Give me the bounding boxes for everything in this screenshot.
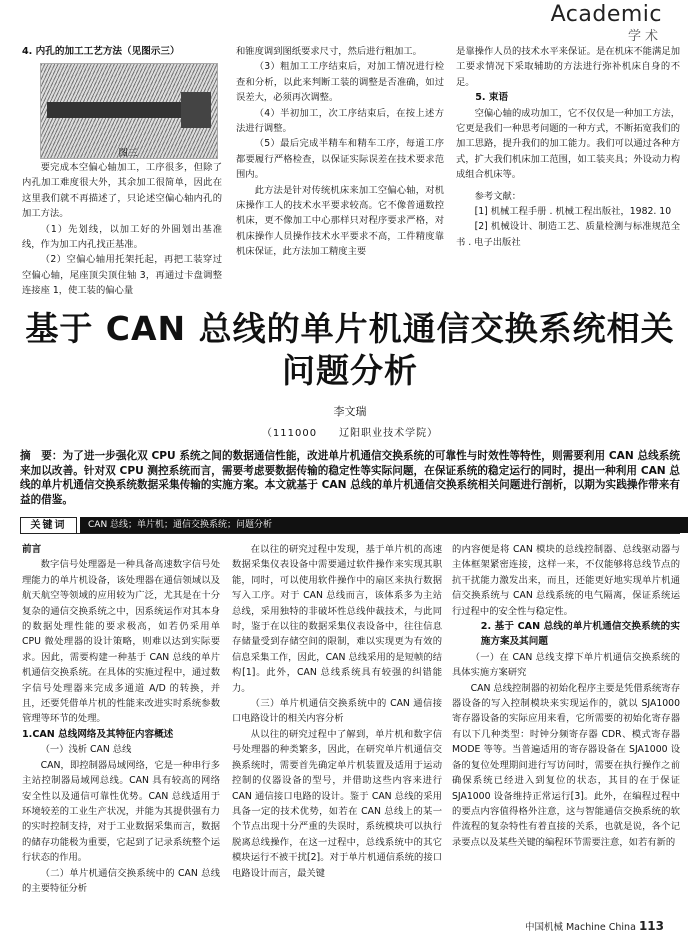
article-title-line2: 问题分析 xyxy=(282,351,418,390)
keywords-text: CAN 总线；单片机；通信交换系统；问题分析 xyxy=(80,517,688,533)
paragraph: 的内容便是将 CAN 模块的总线控制器、总线驱动器与主体框架紧密连接，这样一来，不仅能够将总线节点的抗干扰能力激发出来，而且，还能更好地实现单片机通信交换系统与 CAN 总线系统的电气隔离，保证系统运行过程中的安全性与稳定性。 xyxy=(452,544,680,617)
paragraph: 和锥度调到图纸要求尺寸，然后进行粗加工。 xyxy=(236,46,422,57)
paragraph: CAN，即控制器局域网络，它是一种串行多主站控制器局域网总线。CAN 具有较高的网络安全性以及通信可靠性优势。CAN 总线适用于环境较差的工业生产状况，并能为其提供强有力的实时控制支持，对于工业数据采集而言，数据的储存功能极为重要，它起到了记录系统整个运行状态的作用。 xyxy=(22,759,220,864)
keywords-label: 关键词 xyxy=(20,517,77,534)
body-column-1 xyxy=(22,542,220,914)
paragraph: 要完成本空偏心轴加工，工序很多，但除了内孔加工难度很大外，其余加工很简单，因此在这里我们就不再描述了，只论述空偏心轴内孔的加工方法。 xyxy=(22,162,222,220)
affiliation: （111000 辽阳职业技术学院） xyxy=(261,428,439,439)
paragraph: （2）空偏心轴用托架托起，再把工装穿过空偏心轴，尾座顶尖顶住轴 3，再通过卡盘调整连接座 1，使工装的偏心量 xyxy=(22,254,222,297)
paragraph: 空偏心轴的成功加工，它不仅仅是一种加工方法，它更是我们一种思考问题的一种方式，不断拓宽我们的加工思路，提升我们的加工能力。我们可以通过各种方式，扩大我们机床加工范围，如工装夹具；外设动力构成组合机床等。 xyxy=(456,107,680,181)
paragraph: （5）最后完成半精车和精车工序，每道工序都要履行严格检查，以保证实际误差在技术要求范围内。 xyxy=(236,138,444,181)
paragraph: 是靠操作人员的技术水平来保证。是在机床不能满足加工要求情况下采取辅助的方法进行弥补机床自身的不足。 xyxy=(456,46,680,88)
section-heading: 1.CAN 总线网络及其特征内容概述 xyxy=(22,728,174,740)
paragraph: （1）先划线，以加工好的外圆划出基准线，作为加工内孔找正基准。 xyxy=(22,223,222,251)
paragraph: （一）在 CAN 总线支撑下单片机通信交换系统的具体实施方案研究 xyxy=(452,651,680,679)
section-header-en: Academic xyxy=(550,2,662,27)
top-column-2 xyxy=(236,44,444,294)
paragraph: （二）单片机通信交换系统中的 CAN 总线的主要特征分析 xyxy=(22,867,220,894)
section-header-zh: 学术 xyxy=(627,29,662,44)
top-column-1-text xyxy=(22,160,222,297)
keywords-row xyxy=(20,517,680,534)
figure-head-shape xyxy=(181,92,211,128)
reference-item: [1] 机械工程手册 . 机械工程出版社，1982. 10 xyxy=(474,206,672,218)
paragraph: （三）单片机通信交换系统中的 CAN 通信接口电路设计的相关内容分析 xyxy=(232,698,442,725)
author: 李文瑞 xyxy=(333,405,367,418)
abstract-text: 为了进一步强化双 CPU 系统之间的数据通信性能，改进单片机通信交换系统的可靠性与时效性等特性，则需要利用 CAN 总线系统来加以改善。针对双 CPU 测控系统而言，需要考虑要数据传输的稳定性等实际问题，在保证系统的稳定运行的同时，提出一种利用 CAN 总线的单片机通信交换系统数据采集传输的实施方案。本文就基于 CAN 总线的单片机通信交换系统相关问题进行剖析，以期为实践操作带来有益的借鉴。 xyxy=(20,450,681,506)
paragraph: 此方法是针对传统机床来加工空偏心轴，对机床操作工人的技术水平要求较高。它不像普通数控机床，更不像加工中心那样只对程序要求严格，对机床操作人员操作技术水平要求不高，工件精度靠机床保证，此方法加工精度主要 xyxy=(236,184,444,258)
page-footer xyxy=(525,919,664,933)
section-heading: 5. 束语 xyxy=(475,92,509,104)
paragraph: （一）浅析 CAN 总线 xyxy=(40,744,132,756)
body-column-3 xyxy=(452,542,680,914)
page-number: 113 xyxy=(638,919,664,933)
reference-item: [2] 机械设计、制造工艺、质量检测与标准规范全书 . 电子出版社 xyxy=(456,221,680,248)
paragraph: （4）半初加工，次工序结束后，在按上述方法进行调整。 xyxy=(236,107,444,135)
paragraph: 在以往的研究过程中发现，基于单片机的高速数据采集仪表设备中需要通过软件操作来实现其职能，同时，可以使用软件操作中的扇区来执行数据写入工序。对于 CAN 总线而言，该体系多为主站总线，采用独特的非破坏性总线仲裁技术，与此同时，鉴于在以往的数据采集仪表设备中，往往信息存储量受到存储空间的限制，难以实现更为有效的信息采集工作，因此，CAN 总线采用的是短帧的结构[1]。此外，CAN 总线系统具有较强的纠错能力。 xyxy=(232,544,442,694)
section-heading: 4. 内孔的加工工艺方法（见图示三） xyxy=(22,46,180,57)
article-title-line1: 基于 CAN 总线的单片机通信交换系统相关 xyxy=(25,309,675,348)
journal-name: 中国机械 Machine China xyxy=(524,922,636,933)
paragraph: CAN 总线控制器的初始化程序主要是凭借系统寄存器设备的写入控制模块来实现运作的，就以 SJA1000 寄存器设备的实际应用来看，它所需要的初始化寄存器有以下几种类型：时钟分频寄存器 CDR、模式寄存器 MODE 等等。当普遍适用的寄存器设备在 SJA1000 设备的复位处理期间进行写访问时，需要在执行操作之前确保系统已经进入到复位的状态，其目的在于保证 SJA1000 设备维持正常运行[3]。此外，在编程过程中的要点内容值得格外注意，这与智能通信交换系统的软件流程的复杂特性有着直接的关系，也就是说，各个记录要点以及某些关键的编程环节需要注意，如若有新的 xyxy=(452,682,680,848)
abstract-label: 摘 要： xyxy=(20,450,63,462)
figure-shaft-shape xyxy=(47,102,197,118)
section-heading: 前言 xyxy=(22,544,42,555)
paragraph: 从以往的研究过程中了解到，单片机和数字信号处理器的种类繁多，因此，在研究单片机通信交换系统时，需要首先确定单片机装置及适用于运动控制的仪器设备的型号，并借助这些内容来进行 CAN 通信接口电路的设计。鉴于 CAN 总线的采用具备一定的技术优势，如若在 CAN 总线上的某一个节点出现十分严重的失误时，系统模块可以执行脱离总线操作，在这一过程中，总线系统中的其它模块运行不被干扰[2]。对于单片机通信系统的接口电路设计而言，最关键 xyxy=(232,728,442,879)
paragraph: （3）粗加工工序结束后，对加工情况进行检查和分析，以此来判断工装的调整是否准确，如过误差大，必须再次调整。 xyxy=(236,61,444,104)
paragraph: 数字信号处理器是一种具备高速数字信号处理能力的单片机设备，该处理器在通信领域以及航天航空等领域的应用较为广泛，尤其是在十分复杂的通信交换系统之中，因系统运作对其本身的数据处理性能的要求极高，如若仍采用单 CPU 微处理器的设计策略，则难以达到实际要求。因此，需要构建一种基于 CAN 总线的单片机通信交换系统。在具体的实施过程中，通过数字信号处理器来完成多通道 A/D 的转换，并且，还要凭借单片机的性能来改进实时系统参数管理等环节的处理。 xyxy=(22,559,220,725)
references-label: 参考文献： xyxy=(474,190,522,202)
abstract xyxy=(20,449,680,507)
section-heading: 2. 基于 CAN 总线的单片机通信交换系统的实施方案及其问题 xyxy=(480,621,680,648)
body-column-2 xyxy=(232,542,442,914)
figure-caption: 图三 xyxy=(118,148,138,159)
top-column-3 xyxy=(456,44,680,294)
